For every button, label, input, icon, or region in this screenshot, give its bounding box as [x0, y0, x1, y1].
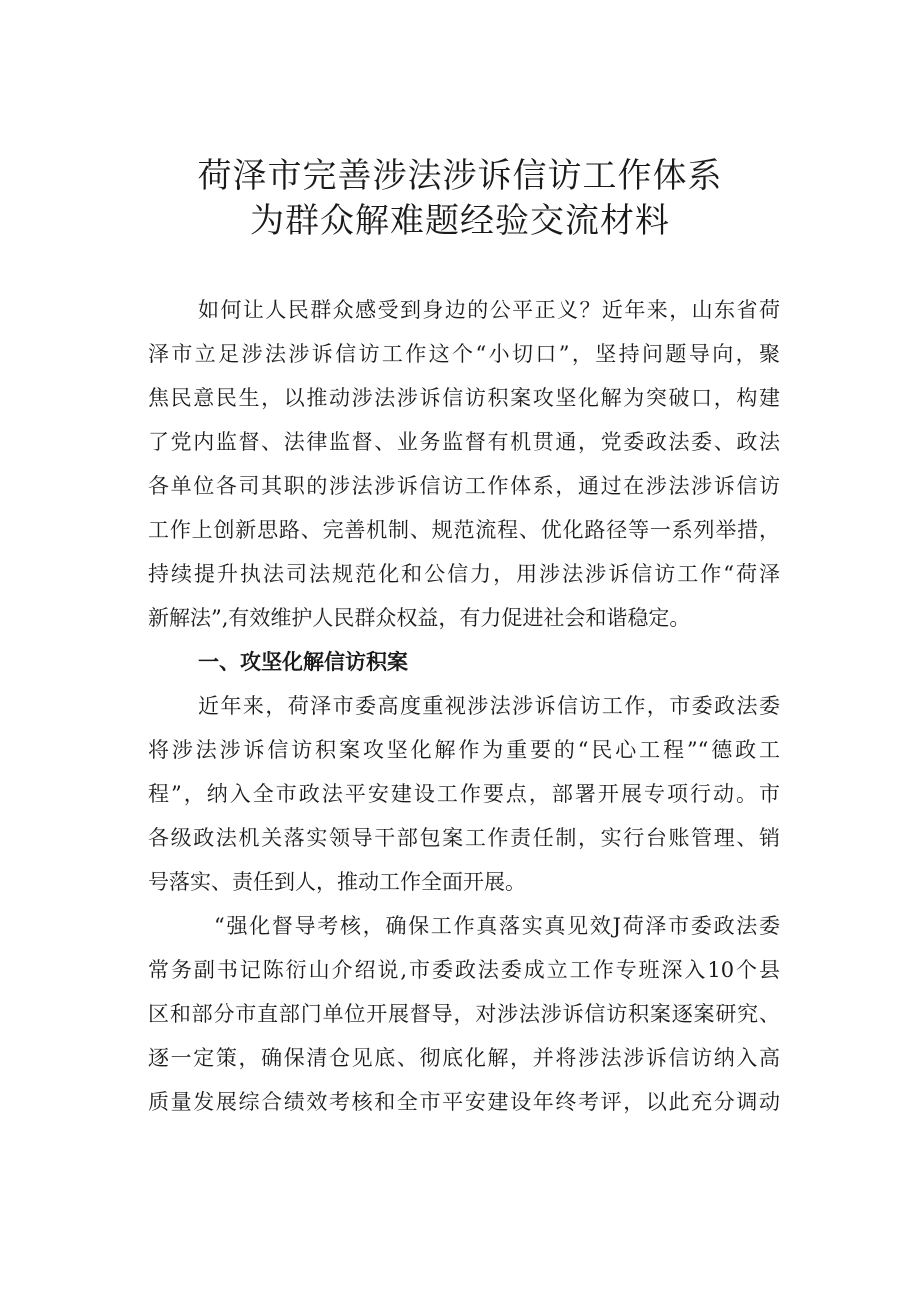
paragraph-1-line: 了党内监督、法律监督、业务监督有机贯通，党委政法委、政法	[148, 430, 780, 454]
paragraph-1-line: 新解法”,有效维护人民群众权益，有力促进社会和谐稳定。	[148, 606, 691, 630]
paragraph-1-line: 工作上创新思路、完善机制、规范流程、优化路径等一系列举措，	[148, 518, 780, 542]
paragraph-3-line: 区和部分市直部门单位开展督导，对涉法涉诉信访积案逐案研究、	[148, 1002, 780, 1026]
paragraph-1-line: 各单位各司其职的涉法涉诉信访工作体系，通过在涉法涉诉信访	[148, 474, 780, 498]
paragraph-1-line: 持续提升执法司法规范化和公信力，用涉法涉诉信访工作“荷泽	[148, 562, 780, 586]
paragraph-1-line: 泽市立足涉法涉诉信访工作这个“小切口”，坚持问题导向，聚	[148, 342, 780, 366]
section-heading-1: 一、攻坚化解信访积案	[198, 650, 408, 674]
paragraph-2-line: 近年来，荷泽市委高度重视涉法涉诉信访工作，市委政法委	[198, 694, 780, 718]
paragraph-3-line: 常务副书记陈衍山介绍说,市委政法委成立工作专班深入10个县	[148, 958, 780, 982]
paragraph-2-line: 程”，纳入全市政法平安建设工作要点，部署开展专项行动。市	[148, 782, 780, 806]
paragraph-3-line: 质量发展综合绩效考核和全市平安建设年终考评，以此充分调动	[148, 1090, 780, 1114]
paragraph-2-line: 号落实、责任到人，推动工作全面开展。	[148, 870, 526, 894]
document-title-line-1: 荷泽市完善涉法涉诉信访工作体系	[197, 156, 723, 196]
paragraph-3-line: “强化督导考核，确保工作真落实真见效J荷泽市委政法委	[214, 914, 780, 938]
paragraph-2-line: 各级政法机关落实领导干部包案工作责任制，实行台账管理、销	[148, 826, 780, 850]
paragraph-1-line: 焦民意民生，以推动涉法涉诉信访积案攻坚化解为突破口，构建	[148, 386, 780, 410]
document-title-line-2: 为群众解难题经验交流材料	[250, 201, 670, 241]
paragraph-2-line: 将涉法涉诉信访积案攻坚化解作为重要的“民心工程”“德政工	[148, 738, 780, 762]
paragraph-3-line: 逐一定策，确保清仓见底、彻底化解，并将涉法涉诉信访纳入高	[148, 1046, 780, 1070]
paragraph-1-line: 如何让人民群众感受到身边的公平正义？近年来，山东省荷	[198, 298, 780, 322]
